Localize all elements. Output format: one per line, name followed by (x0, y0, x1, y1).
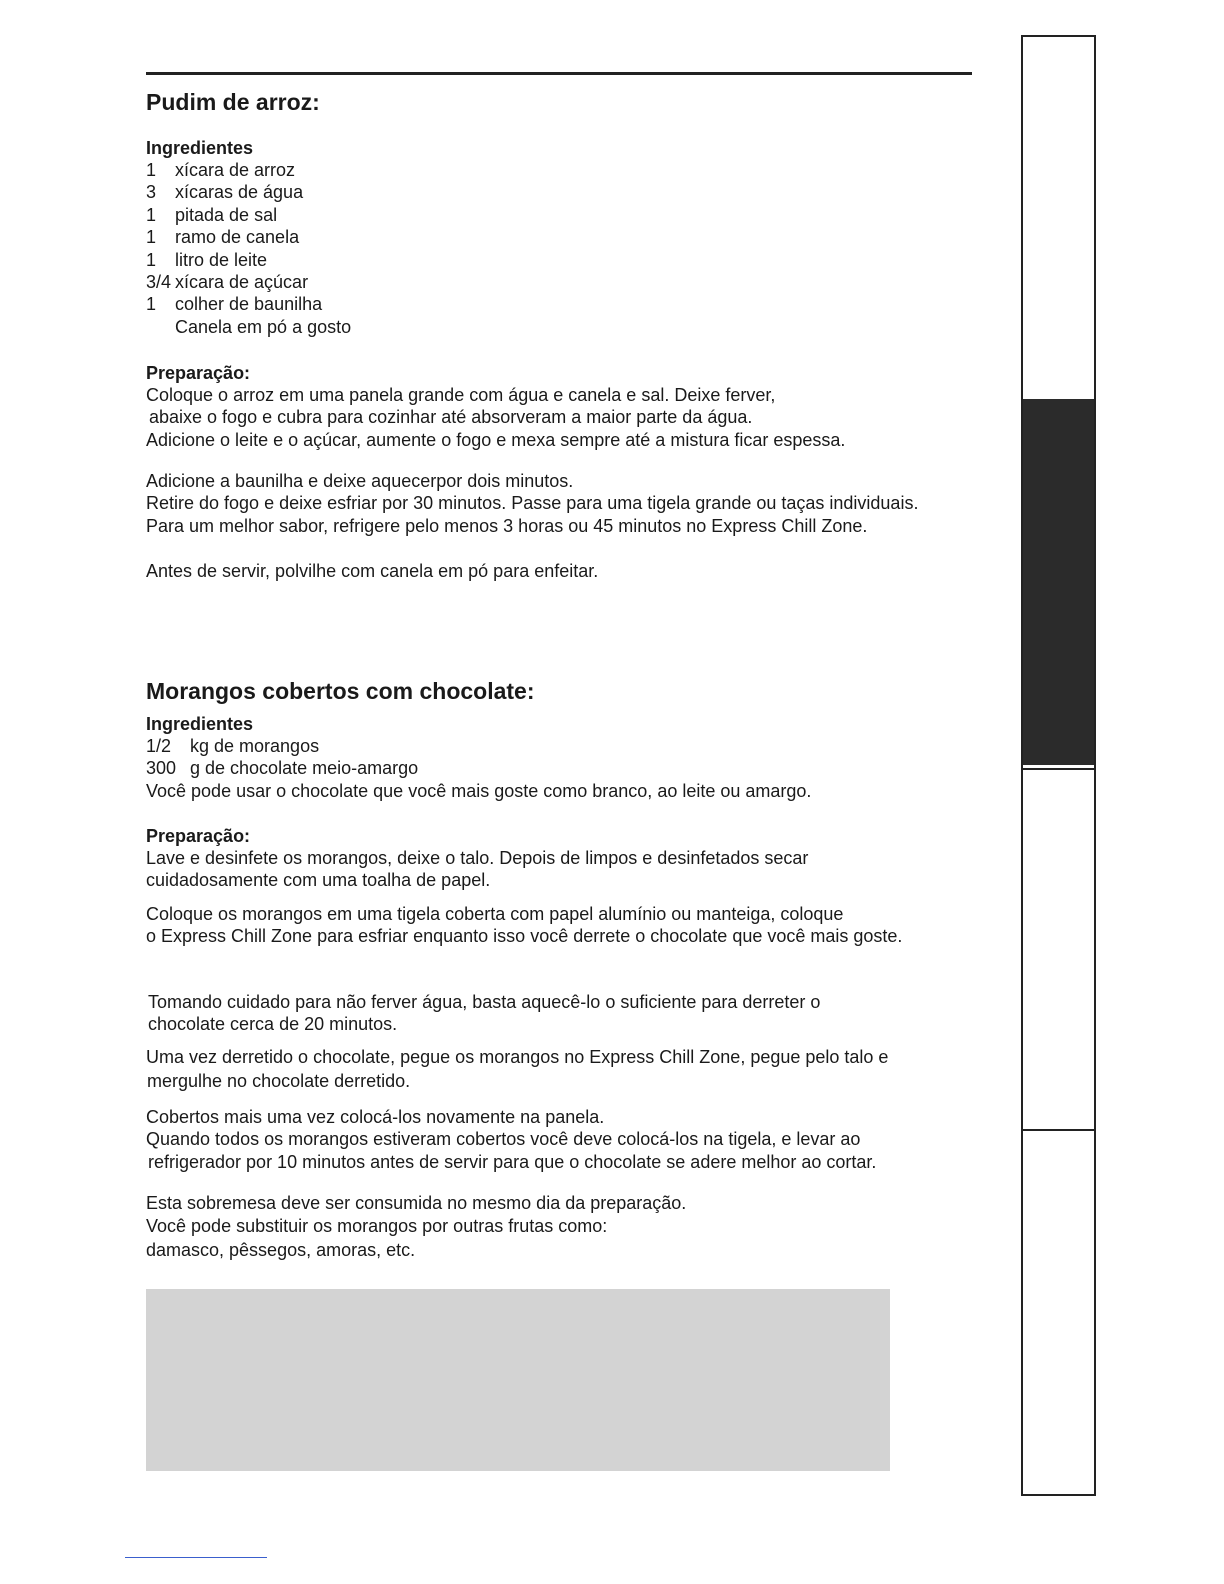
side-tab-divider (1023, 768, 1094, 770)
preparation-line: abaixe o fogo e cubra para cozinhar até absorveram a maior parte da água. (149, 407, 753, 428)
top-rule (146, 72, 972, 75)
ingredient-item: 300 g de chocolate meio-amargo (146, 758, 419, 779)
preparation-line: damasco, pêssegos, amoras, etc. (146, 1240, 416, 1261)
preparation-line: cuidadosamente com uma toalha de papel. (146, 870, 491, 891)
preparation-line: Retire do fogo e deixe esfriar por 30 minutos. Passe para uma tigela grande ou taças individuais. (146, 493, 919, 514)
preparation-line: Coloque os morangos em uma tigela coberta com papel alumínio ou manteiga, coloque (146, 904, 844, 924)
ingredient-item: 1 colher de baunilha (146, 294, 323, 315)
ingredient-item: 1 ramo de canela (146, 227, 300, 248)
recipe-rice-pudding-serving (146, 560, 986, 582)
preparation-line: Esta sobremesa deve ser consumida no mesmo dia da preparação. (146, 1193, 687, 1213)
preparation-line: o Express Chill Zone para esfriar enquanto isso você derrete o chocolate que você mais goste. (146, 926, 903, 947)
recipe-strawberries-step-chill (146, 903, 986, 948)
ingredients-heading: Ingredientes (146, 714, 254, 734)
preparation-line: Adicione a baunilha e deixe aquecerpor dois minutos. (146, 471, 574, 491)
recipe-title: Pudim de arroz: (146, 89, 320, 115)
recipe-strawberries-ingredients (146, 713, 986, 802)
side-tab-active (1023, 399, 1094, 765)
recipe-rice-pudding-title-block (146, 87, 986, 117)
bottom-link-underline (125, 1557, 267, 1558)
ingredient-item: 1 xícara de arroz (146, 160, 296, 180)
ingredient-item: Canela em pó a gosto (175, 316, 352, 337)
preparation-line: Uma vez derretido o chocolate, pegue os morangos no Express Chill Zone, pegue pelo talo e (146, 1047, 889, 1067)
recipe-strawberries-preparation (146, 825, 986, 892)
preparation-line: chocolate cerca de 20 minutos. (148, 1014, 398, 1035)
gray-note-box (146, 1289, 890, 1471)
recipe-strawberries-step-melt (148, 991, 988, 1036)
preparation-line: Quando todos os morangos estiveram cobertos você deve colocá-los na tigela, e levar ao (146, 1129, 861, 1150)
preparation-line: Adicione o leite e o açúcar, aumente o fogo e mexa sempre até a mistura ficar espessa. (146, 429, 846, 450)
ingredient-item: 3 xícaras de água (146, 182, 304, 203)
recipe-rice-pudding-ingredients (146, 137, 986, 338)
recipe-strawberries-step-cover (146, 1106, 986, 1173)
preparation-heading: Preparação: (146, 826, 251, 846)
preparation-line: Cobertos mais uma vez colocá-los novamente na panela. (146, 1107, 605, 1127)
preparation-line: mergulhe no chocolate derretido. (147, 1071, 411, 1091)
ingredient-item: 1 litro de leite (146, 249, 268, 270)
ingredient-item: 3/4 xícara de açúcar (146, 272, 309, 293)
recipe-strawberries-step-dip (146, 1045, 986, 1092)
preparation-line: refrigerador por 10 minutos antes de servir para que o chocolate se adere melhor ao cortar. (148, 1151, 877, 1172)
recipe-strawberries-notes (146, 1192, 986, 1262)
ingredient-item: 1/2 kg de morangos (146, 736, 320, 756)
preparation-line: Coloque o arroz em uma panela grande com água e canela e sal. Deixe ferver, (146, 385, 776, 405)
recipe-title: Morangos cobertos com chocolate: (146, 678, 535, 704)
preparation-line: Tomando cuidado para não ferver água, basta aquecê-lo o suficiente para derreter o (148, 992, 821, 1012)
recipe-rice-pudding-preparation (146, 362, 986, 451)
ingredients-note: Você pode usar o chocolate que você mais goste como branco, ao leite ou amargo. (146, 780, 812, 801)
side-tab-divider (1023, 1129, 1094, 1131)
recipe-rice-pudding-preparation-cont (146, 470, 986, 537)
preparation-line: Lave e desinfete os morangos, deixe o talo. Depois de limpos e desinfetados secar (146, 848, 809, 868)
preparation-line: Para um melhor sabor, refrigere pelo menos 3 horas ou 45 minutos no Express Chill Zone. (146, 515, 868, 536)
preparation-line: Antes de servir, polvilhe com canela em pó para enfeitar. (146, 561, 599, 581)
preparation-line: Você pode substituir os morangos por outras frutas como: (146, 1216, 608, 1237)
side-tab-frame (1021, 35, 1096, 1496)
ingredients-heading: Ingredientes (146, 138, 254, 158)
preparation-heading: Preparação: (146, 363, 251, 383)
ingredient-item: 1 pitada de sal (146, 204, 278, 225)
recipe-strawberries-title-block (146, 676, 986, 706)
